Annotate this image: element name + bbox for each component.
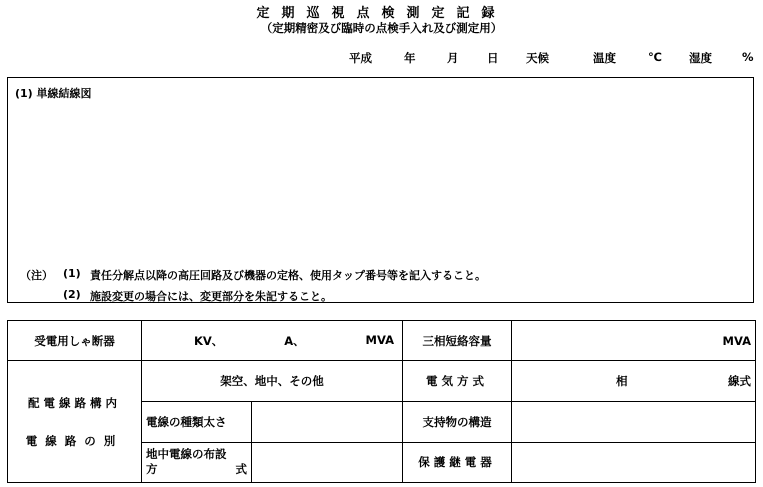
date-day-label: 日 xyxy=(487,51,499,65)
humidity-unit: % xyxy=(742,50,754,64)
underground-method-label-1: 地中電線の布設 xyxy=(146,447,227,462)
table-row xyxy=(8,361,756,402)
phase-unit: 相 xyxy=(616,374,628,389)
page-subtitle: （定期精密及び臨時の点検手入れ及び測定用） xyxy=(260,21,503,35)
table-row xyxy=(8,321,756,361)
wire-type-label: 電線の種類太さ xyxy=(142,402,252,442)
line-type-label-cell xyxy=(8,361,142,483)
breaker-label: 受電用しゃ断器 xyxy=(8,321,142,361)
underground-method-label-cell xyxy=(142,442,252,482)
wire-unit: 線式 xyxy=(728,374,751,389)
electric-system-value-cell[interactable] xyxy=(512,361,756,402)
page-title: 定期巡視点検測定記録 xyxy=(256,6,507,21)
line-type-label-2: 電線路の別 xyxy=(25,433,124,448)
weather-label: 天候 xyxy=(526,51,549,65)
underground-method-value-cell[interactable] xyxy=(252,442,403,482)
note-2-text: 施設変更の場合には、変更部分を朱記すること。 xyxy=(90,290,332,303)
support-structure-value-cell[interactable] xyxy=(512,402,756,442)
wire-type-value-cell[interactable] xyxy=(252,402,403,442)
short-circuit-unit: MVA xyxy=(722,333,751,348)
equipment-record-table xyxy=(7,320,756,483)
phase-wire-units xyxy=(516,373,751,389)
mva-unit: MVA xyxy=(365,332,394,347)
line-kinds-cell[interactable] xyxy=(142,361,403,402)
underground-method-label-2b: 式 xyxy=(235,462,247,477)
protective-relay-label: 保護継電器 xyxy=(403,442,512,482)
date-year-label: 年 xyxy=(404,51,416,65)
kv-unit: KV、 xyxy=(194,333,224,348)
note-2-number: (2) xyxy=(63,288,81,301)
protective-relay-value-cell[interactable] xyxy=(512,442,756,482)
line-kinds-options: 架空、地中、その他 xyxy=(220,374,324,389)
short-circuit-value-cell[interactable] xyxy=(512,321,756,361)
ampere-unit: A、 xyxy=(284,333,305,348)
humidity-label: 湿度 xyxy=(689,51,712,65)
support-structure-label: 支持物の構造 xyxy=(403,402,512,442)
electric-system-label: 電気方式 xyxy=(403,361,512,402)
note-prefix: （注） xyxy=(20,269,53,282)
single-line-diagram-box xyxy=(7,77,754,303)
temperature-unit: ℃ xyxy=(648,50,662,64)
breaker-rating-cell[interactable] xyxy=(142,321,403,361)
short-circuit-label: 三相短絡容量 xyxy=(403,321,512,361)
note-1-number: (1) xyxy=(63,267,81,280)
line-type-label-1: 配電線路構内 xyxy=(28,395,121,410)
temperature-label: 温度 xyxy=(593,51,616,65)
note-1-text: 責任分解点以降の高圧回路及び機器の定格、使用タップ番号等を記入すること。 xyxy=(90,269,486,282)
date-month-label: 月 xyxy=(447,51,459,65)
breaker-rating-units xyxy=(146,333,398,349)
date-era-label: 平成 xyxy=(349,51,372,65)
underground-method-label-2a: 方 xyxy=(146,462,158,477)
single-line-diagram-label: (1) 単線結線図 xyxy=(15,87,92,100)
underground-method-label-2 xyxy=(146,462,247,477)
